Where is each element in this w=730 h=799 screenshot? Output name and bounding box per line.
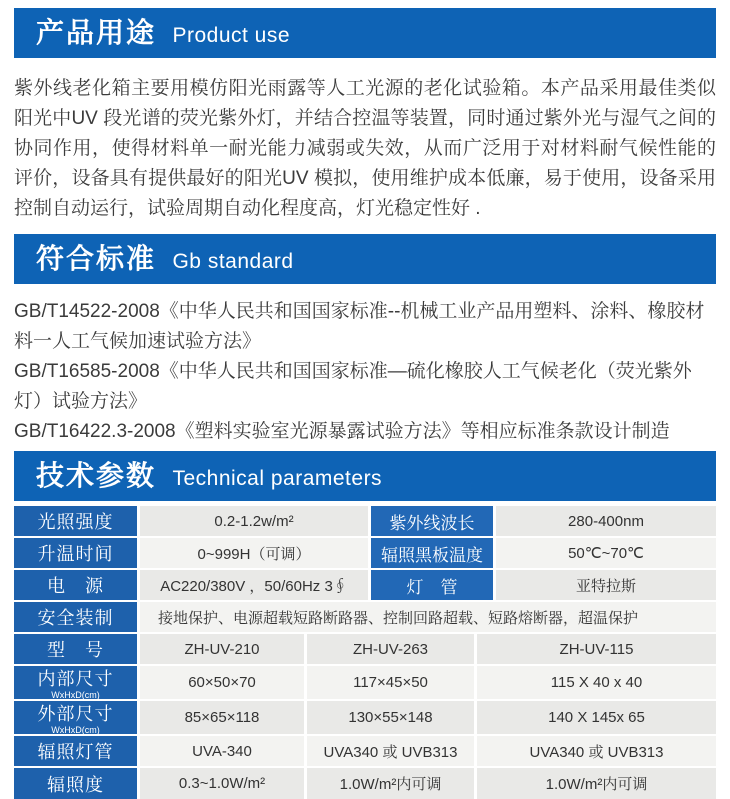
param-value: 50℃~70℃ — [496, 538, 716, 568]
param-label: 型 号 — [14, 634, 137, 664]
table-row — [14, 768, 716, 799]
param-label: 升温时间 — [14, 538, 137, 568]
param-value: 117×45×50 — [307, 666, 474, 699]
section-header-parameters — [14, 451, 716, 501]
param-label: 辐照灯管 — [14, 736, 137, 766]
param-value: ZH-UV-115 — [477, 634, 716, 664]
param-label: 紫外线波长 — [371, 506, 493, 536]
table-row — [14, 602, 716, 632]
param-value: 130×55×148 — [307, 701, 474, 734]
param-value: AC220/380V ，50/60Hz 3∮ — [140, 570, 368, 600]
section-title-zh: 符合标准 — [36, 243, 157, 274]
table-row — [14, 634, 716, 664]
param-value: 60×50×70 — [140, 666, 304, 699]
section-title-en: Technical parameters — [172, 467, 383, 490]
product-use-description: 紫外线老化箱主要用模仿阳光雨露等人工光源的老化试验箱。本产品采用最佳类似阳光中UV 段光谱的荧光紫外灯，并结合控温等装置，同时通过紫外光与湿气之间的协同作用，使得材料单一耐光能力减弱或失效，从而广泛用于对材料耐气候性能的评价，设备具有提供最好的阳光UV 模拟，使用维护成本低廉，易于使用，设备采用控制自动运行，试验周期自动化程度高，灯光稳定性好 . — [14, 78, 716, 219]
section-title-zh: 产品用途 — [36, 17, 157, 48]
param-label — [14, 701, 137, 734]
standard-item: GB/T14522-2008《中华人民共和国国家标准--机械工业产品用塑料、涂料、橡胶材料一人工气候加速试验方法》 — [14, 301, 705, 352]
table-row — [14, 570, 716, 600]
section-header-product-use — [14, 8, 716, 58]
section-header-standards — [14, 234, 716, 284]
param-value: 0.3~1.0W/m² — [140, 768, 304, 799]
param-label-text: 内部尺寸 — [37, 669, 114, 689]
param-value: UVA-340 — [140, 736, 304, 766]
param-value: 1.0W/m²内可调 — [477, 768, 716, 799]
table-row — [14, 538, 716, 568]
param-label: 辐照度 — [14, 768, 137, 799]
table-row — [14, 701, 716, 734]
section-title-en: Product use — [172, 24, 291, 47]
param-value: 亚特拉斯 — [496, 570, 716, 600]
param-value: 280-400nm — [496, 506, 716, 536]
param-label-subtext: WxHxD(cm) — [51, 725, 100, 735]
param-value: 85×65×118 — [140, 701, 304, 734]
param-value: 1.0W/m²内可调 — [307, 768, 474, 799]
param-value: 0~999H（可调） — [140, 538, 368, 568]
standard-item: GB/T16585-2008《中华人民共和国国家标准—硫化橡胶人工气候老化（荧光紫外灯）试验方法》 — [14, 361, 692, 412]
param-label-text: 外部尺寸 — [37, 704, 114, 724]
table-row — [14, 736, 716, 766]
table-row — [14, 506, 716, 536]
param-value: 接地保护、电源超载短路断路器、控制回路超载、短路熔断器，超温保护 — [140, 602, 716, 632]
section-title-en: Gb standard — [172, 250, 294, 273]
param-label: 安全装制 — [14, 602, 137, 632]
param-label — [14, 666, 137, 699]
param-label: 电 源 — [14, 570, 137, 600]
section-title-zh: 技术参数 — [36, 460, 157, 491]
table-row — [14, 666, 716, 699]
param-label: 灯 管 — [371, 570, 493, 600]
standard-item: GB/T16422.3-2008《塑料实验室光源暴露试验方法》等相应标准条款设计制造 — [14, 421, 670, 442]
param-value: ZH-UV-210 — [140, 634, 304, 664]
param-value: 0.2-1.2w/m² — [140, 506, 368, 536]
parameters-table — [14, 506, 716, 799]
standards-list — [14, 297, 716, 447]
param-value: UVA340 或 UVB313 — [307, 736, 474, 766]
param-label-subtext: WxHxD(cm) — [51, 690, 100, 700]
param-value: UVA340 或 UVB313 — [477, 736, 716, 766]
param-value: ZH-UV-263 — [307, 634, 474, 664]
param-value: 115 X 40 x 40 — [477, 666, 716, 699]
param-label: 光照强度 — [14, 506, 137, 536]
param-value: 140 X 145x 65 — [477, 701, 716, 734]
param-label: 辐照黑板温度 — [371, 538, 493, 568]
